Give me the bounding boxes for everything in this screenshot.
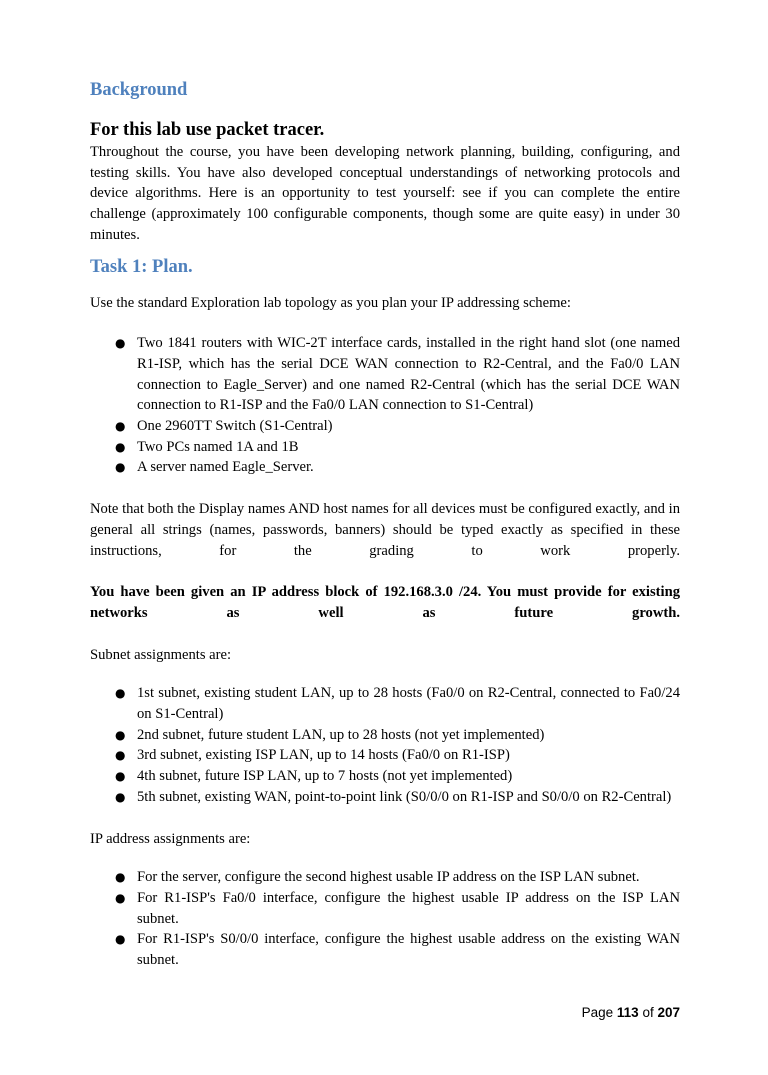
subnet-intro: Subnet assignments are: [90,646,232,663]
footer-of-word: of [642,1005,654,1020]
bullet-icon: ● [115,789,126,804]
bullet-icon: ● [115,419,126,434]
list-item: ● For R1-ISP's S0/0/0 interface, configure the highest usable address on the existing WAN subnet. [115,931,680,969]
bullet-icon: ● [115,336,126,351]
page-footer [582,1005,680,1020]
footer-total-pages: 207 [657,1005,680,1020]
ip-list [90,867,680,971]
ip-intro: IP address assignments are: [90,830,251,847]
bullet-icon: ● [115,932,126,947]
footer-page-word: Page [581,1005,614,1020]
list-item: ● 5th subnet, existing WAN, point-to-point link (S0/0/0 on R1-ISP and S0/0/0 on R2-Central) [137,787,680,808]
list-item: ● 3rd subnet, existing ISP LAN, up to 14 hosts (Fa0/0 on R1-ISP) [137,745,680,766]
list-item: ● 4th subnet, future ISP LAN, up to 7 hosts (not yet implemented) [137,766,680,787]
list-item: ● 1st subnet, existing student LAN, up to 28 hosts (Fa0/0 on R2-Central, connected to Fa0/24 on S1-Central) [115,685,680,723]
footer-current-page: 113 [616,1005,639,1020]
bullet-icon: ● [115,890,126,905]
list-item: ● A server named Eagle_Server. [137,457,680,478]
task1-intro: Use the standard Exploration lab topology as you plan your IP addressing scheme: [90,294,571,311]
bullet-icon: ● [115,727,126,742]
list-item: ● For the server, configure the second highest usable IP address on the ISP LAN subnet. [137,867,680,888]
list-item: ● One 2960TT Switch (S1-Central) [137,416,680,437]
note-paragraph: Note that both the Display names AND host names for all devices must be configured exactly, and in general all strings (names, passwords, banners) should be typed exactly as specified in these instructions, for the grading to work properly. [90,501,680,559]
list-item: ● For R1-ISP's Fa0/0 interface, configure the highest usable IP address on the ISP LAN subnet. [115,889,680,927]
bullet-icon: ● [115,748,126,763]
topology-list [90,333,680,478]
page-content [90,78,680,971]
bullet-icon: ● [115,686,126,701]
list-item: ● Two 1841 routers with WIC-2T interface cards, installed in the right hand slot (one named R1-ISP, which has the serial DCE WAN connection to R2-Central, and the Fa0/0 LAN connection to Eagle_Server) and one named R2-Central (which has the serial DCE WAN connection to R1-ISP and the Fa0/0 LAN connection to S1-Central) [115,335,680,414]
bullet-icon: ● [115,769,126,784]
task1-heading: Task 1: Plan. [90,256,193,277]
bullet-icon: ● [115,460,126,475]
background-heading: Background [90,80,188,100]
bullet-icon: ● [115,439,126,454]
ip-block-paragraph: You have been given an IP address block of 192.168.3.0 /24. You must provide for existing networks as well as future growth. [90,584,680,621]
list-item: ● 2nd subnet, future student LAN, up to 28 hosts (not yet implemented) [137,725,680,746]
subnet-list [90,683,680,807]
list-item: ● Two PCs named 1A and 1B [137,437,680,458]
intro-paragraph: Throughout the course, you have been developing network planning, building, configuring, and testing skills. You have also developed conceptual understandings of networking protocols and device algorithms. Here is an opportunity to test yourself: see if you can complete the entire challenge (approximately 100 configurable components, though some are quite easy) in under 30 minutes. [90,144,680,243]
bullet-icon: ● [115,870,126,885]
lab-heading: For this lab use packet tracer. [90,120,325,140]
